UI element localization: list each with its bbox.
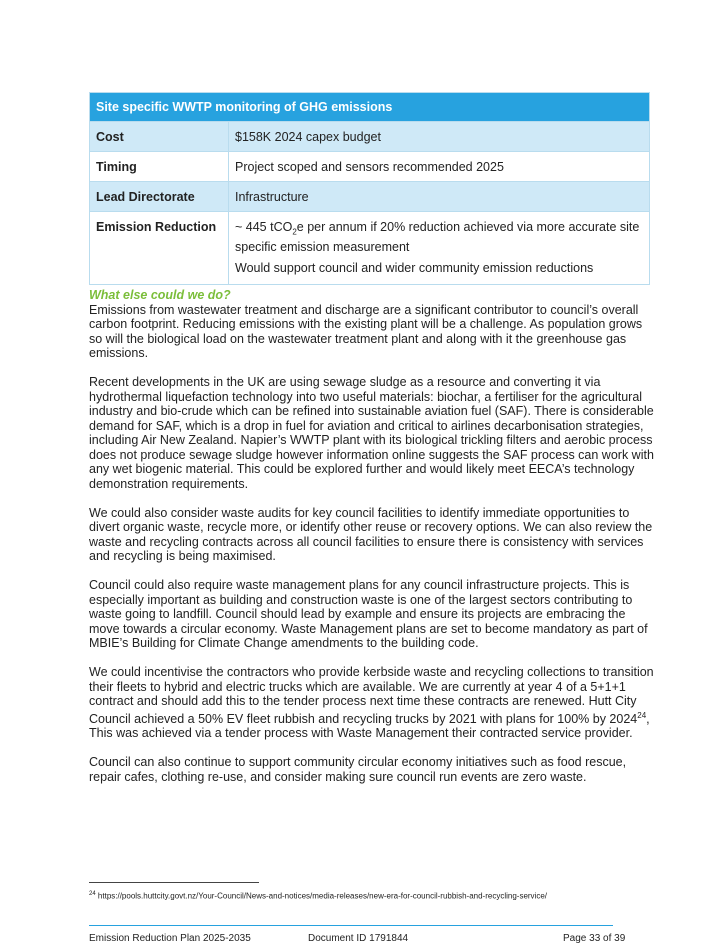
paragraph-text: , This was achieved via a tender process with Waste Management their contracted service provider. (89, 711, 650, 741)
body-text (89, 288, 654, 799)
emission-value-text (235, 220, 643, 255)
footnote-number: 24 (89, 891, 96, 897)
paragraph-text: We could incentivise the contractors who provide kerbside waste and recycling collections to transition their fleets to hybrid and electric trucks which are available. We are currently at year 4 of a 5+1+1 contract and should add this to the tender process next time these contracts are renewed. Hutt City Council achieved a 50% EV fleet rubbish and recycling trucks by 2021 with plans for 100% by 2024 (89, 665, 654, 726)
emission-value-prefix: ~ 445 tCO (235, 220, 293, 234)
footer-divider (89, 925, 613, 926)
row-value-cost: $158K 2024 capex budget (229, 122, 650, 152)
emission-value-suffix: e per annum if 20% reduction achieved via more accurate site specific emission measurement (235, 220, 640, 254)
footer-doc-title: Emission Reduction Plan 2025-2035 (89, 933, 251, 944)
footnote (89, 891, 547, 901)
table-title: Site specific WWTP monitoring of GHG emissions (90, 93, 650, 122)
row-label-timing: Timing (90, 152, 229, 182)
emission-value-note: Would support council and wider community emission reductions (235, 260, 594, 275)
footnote-reference[interactable]: 24 (637, 710, 647, 720)
row-label-emission: Emission Reduction (90, 212, 229, 285)
row-value-timing: Project scoped and sensors recommended 2025 (229, 152, 650, 182)
table-row (90, 122, 650, 152)
footnote-divider (89, 882, 259, 883)
paragraph: Recent developments in the UK are using sewage sludge as a resource and converting it via hydrothermal liquefaction technology into two useful materials: biochar, a fertiliser for the agricultural industry and bio-crude which can be refined into sustainable aviation fuel (SAF). There is considerable demand for SAF, which is a drop in fuel for aviation and critical to airlines decarbonisation strategies, including Air New Zealand. Napier’s WWTP plant with its biological trickling filters and aerobic process does not produce sewage sludge however information online suggests the SAF process can work with any wet biogenic material. This could be explored further and would likely meet EECA’s technology demonstration requirements. (89, 375, 654, 491)
project-info-table (89, 92, 650, 285)
footer-doc-id: Document ID 1791844 (308, 933, 409, 944)
table-row (90, 152, 650, 182)
emission-value-subscript: 2 (292, 227, 297, 237)
paragraph (89, 665, 654, 741)
paragraph: Council can also continue to support community circular economy initiatives such as food rescue, repair cafes, clothing re-use, and consider making sure council run events are zero waste. (89, 755, 627, 784)
row-label-directorate: Lead Directorate (90, 182, 229, 212)
row-value-directorate: Infrastructure (229, 182, 650, 212)
paragraph: Council could also require waste management plans for any council infrastructure projects. This is especially important as building and construction waste is one of the largest sectors contributing to waste going to landfill. Council should lead by example and ensure its projects are embracing the move towards a circular economy. Waste Management plans are set to become mandatory as part of MBIE’s Building for Climate Change amendments to the building code. (89, 578, 648, 650)
paragraph: Emissions from wastewater treatment and discharge are a significant contributor to council’s overall carbon footprint. Reducing emissions with the existing plant will be a challenge. As population grows so will the biological load on the wastewater treatment plant and along with it the greenhouse gas emissions. (89, 302, 643, 360)
footnote-link[interactable]: https://pools.huttcity.govt.nz/Your-Council/News-and-notices/media-releases/new-era-for-council-rubbish-and-recycling-service/ (97, 891, 548, 901)
row-label-cost: Cost (90, 122, 229, 152)
table-row (90, 212, 650, 285)
row-value-emission (229, 212, 650, 285)
paragraph: We could also consider waste audits for key council facilities to identify immediate opportunities to divert organic waste, recycle more, or identify other reuse or recovery options. We can also review the waste and recycling contracts across all council facilities to ensure there is consistency with services and recycling is being maximised. (89, 505, 653, 563)
footer-page-number: Page 33 of 39 (563, 933, 626, 944)
section-heading: What else could we do? (89, 288, 231, 302)
table-row (90, 182, 650, 212)
